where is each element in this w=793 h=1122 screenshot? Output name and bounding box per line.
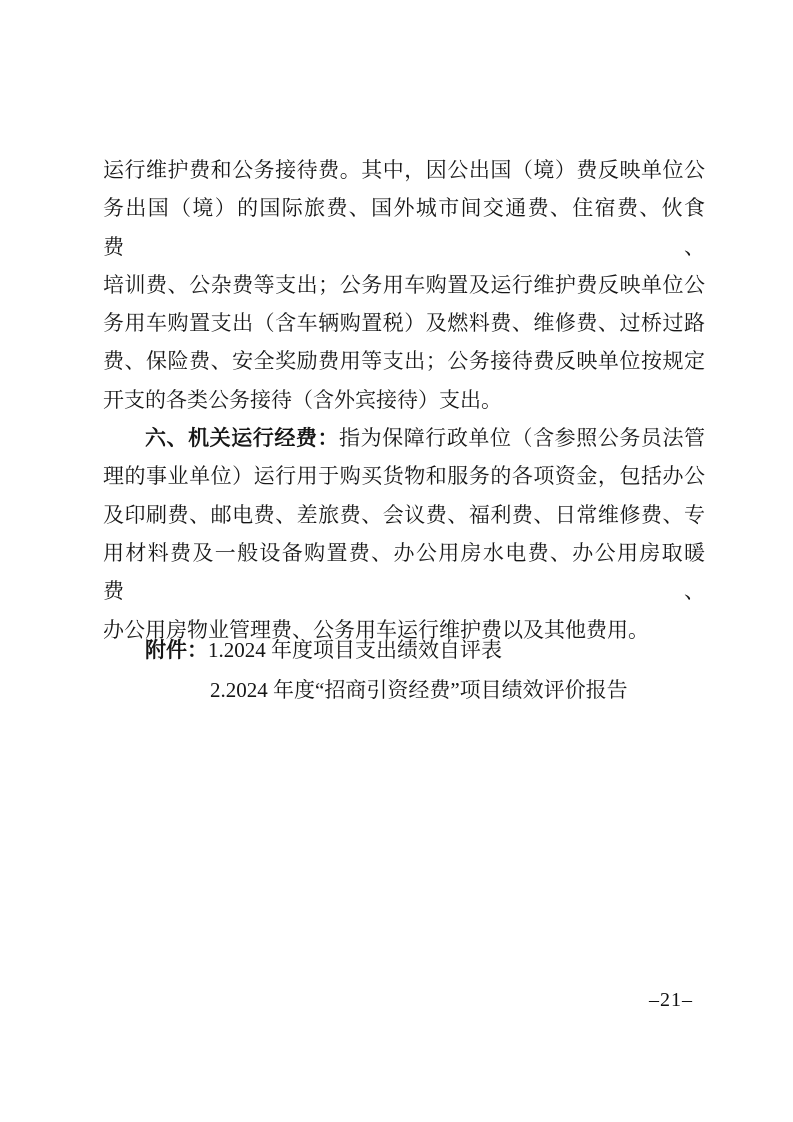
body-line: 及印刷费、邮电费、差旅费、会议费、福利费、日常维修费、专 — [103, 502, 705, 527]
attachment-item-1-text: 1.2024 年度项目支出绩效自评表 — [208, 638, 502, 662]
attachment-item-2-text: 2.2024 年度“招商引资经费”项目绩效评价报告 — [210, 678, 628, 702]
section-heading-line — [103, 419, 705, 457]
body-line: 费、保险费、安全奖励费用等支出；公务接待费反映单位按规定 — [103, 349, 705, 374]
attachment-item-1 — [103, 630, 743, 670]
attachment-item-2 — [103, 670, 743, 710]
page-number: –21– — [649, 989, 693, 1011]
section-body-start: 指为保障行政单位（含参照公务员法管 — [339, 426, 706, 451]
body-line: 运行维护费和公务接待费。其中，因公出国（境）费反映单位公 — [103, 158, 705, 182]
body-text — [103, 151, 705, 649]
body-line: 务用车购置支出（含车辆购置税）及燃料费、维修费、过桥过路 — [103, 311, 705, 336]
body-line: 办公用房物业管理费、公务用车运行维护费以及其他费用。 — [103, 617, 649, 642]
body-line: 培训费、公杂费等支出；公务用车购置及运行维护费反映单位公 — [103, 272, 705, 297]
body-line: 务出国（境）的国际旅费、国外城市间交通费、住宿费、伙食费、 — [103, 196, 705, 259]
body-line: 开支的各类公务接待（含外宾接待）支出。 — [103, 387, 502, 412]
attachments-block — [103, 630, 743, 710]
section-heading-label: 六、机关运行经费： — [145, 426, 340, 451]
body-line: 用材料费及一般设备购置费、办公用房水电费、办公用房取暖费、 — [103, 540, 705, 604]
body-line: 理的事业单位）运行用于购买货物和服务的各项资金，包括办公 — [103, 464, 705, 489]
attachments-label: 附件： — [145, 638, 208, 662]
